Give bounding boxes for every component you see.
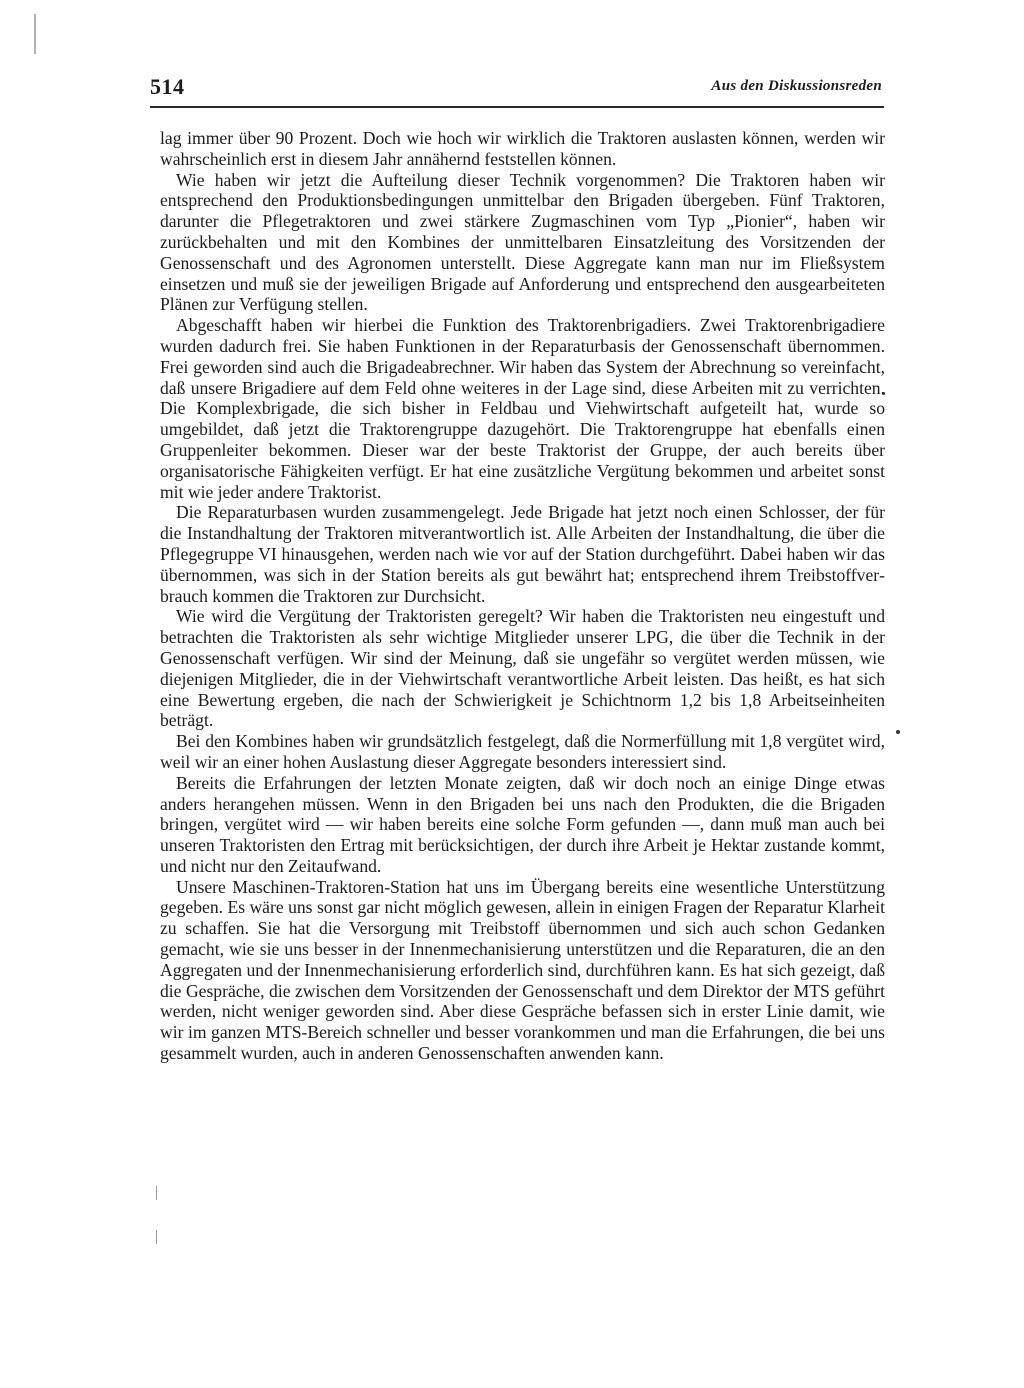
paragraph: Unsere Maschinen-Traktoren-Station hat uns im Übergang bereits eine wesentliche Unterstützung gegeben. Es wäre uns sonst gar nicht möglich gewesen, allein in einigen Fragen der Reparatur Klarheit zu schaffen. Sie hat die Versorgung mit Treibstoff übernommen und sich auch schon Gedanken gemacht, wie sie uns besser in der Innenmechanisierung unterstützen und die Reparaturen, die an den Aggregaten und der Innenmechanisierung erforderlich sind, durchführen kann. Es hat sich gezeigt, daß die Gespräche, die zwischen dem Vorsitzenden der Genossenschaft und dem Direktor der MTS geführt werden, nicht weniger geworden sind. Aber diese Gespräche befassen sich in erster Linie damit, wie wir im ganzen MTS-Bereich schneller und besser vorankommen und man die Erfahrungen, die bei uns gesammelt wurden, auch in anderen Genossenschaften anwenden kann. xyxy=(160,876,885,1064)
header-rule xyxy=(150,106,884,108)
body-text xyxy=(160,128,885,1064)
paragraph: Bereits die Erfahrungen der letzten Monate zeigten, daß wir doch noch an einige Dinge etwas anders herangehen müssen. Wenn in den Brigaden bei uns nach den Produkten, die die Brigaden bringen, vergütet wird — wir haben bereits eine solche Form gefunden —, dann muß man auch bei unseren Traktoristen den Ertrag mit berücksichtigen, der durch ihre Arbeit je Hektar zustande kommt, und nicht nur den Zeitaufwand. xyxy=(160,772,885,876)
margin-dot xyxy=(896,730,900,734)
margin-mark-bottom xyxy=(156,1186,157,1200)
paragraph: Bei den Kombines haben wir grundsätzlich festgelegt, daß die Normerfüllung mit 1,8 vergütet wird, weil wir an einer hohen Auslastung dieser Aggregate besonders interessiert sind. xyxy=(160,731,885,772)
paragraph: Abgeschafft haben wir hierbei die Funktion des Traktorenbrigadiers. Zwei Traktorenbrigadiere wurden dadurch frei. Sie haben Funktionen in der Reparaturbasis der Genossenschaft übernommen. Frei geworden sind auch die Brigadeabrechner. Wir haben das System der Abrechnung so vereinfacht, daß unsere Brigadiere auf dem Feld ohne weiteres in der Lage sind, diese Arbeiten mit zu verrichten. Die Komplexbrigade, die sich bisher in Feldbau und Viehwirtschaft aufgeteilt hat, wurde so umgebildet, daß jetzt die Traktorengruppe dazugehört. Die Traktorengruppe hat ebenfalls einen Gruppenleiter bekommen. Dieser war der beste Traktorist der Gruppe, der auch bereits über organisatorische Fähigkeiten verfügt. Er hat eine zusätzliche Vergütung bekommen und arbeitet sonst mit wie jeder andere Traktorist. xyxy=(160,315,885,502)
margin-mark-top xyxy=(34,14,36,54)
running-title: Aus den Diskussionsreden xyxy=(711,78,882,94)
page-number: 514 xyxy=(150,74,185,99)
margin-mark-bottom xyxy=(156,1230,157,1244)
paragraph: lag immer über 90 Prozent. Doch wie hoch wir wirklich die Traktoren auslasten können, werden wir wahrscheinlich erst in diesem Jahr annähernd feststellen können. xyxy=(160,128,885,169)
paragraph: Die Reparaturbasen wurden zusammengelegt. Jede Brigade hat jetzt noch einen Schlosser, der für die Instandhaltung der Traktoren mitverantwortlich ist. Alle Arbeiten der Instandhaltung, die über die Pflegegruppe VI hinausgehen, werden nach wie vor auf der Station durchgeführt. Dabei haben wir das übernommen, was sich in der Station bereits als gut bewährt hat; entsprechend ihrem Treibstoffverbrauch kommen die Traktoren zur Durchsicht. xyxy=(160,502,885,606)
paragraph: Wie haben wir jetzt die Aufteilung dieser Technik vorgenommen? Die Traktoren haben wir entsprechend den Produktionsbedingungen unmittelbar den Brigaden übergeben. Fünf Traktoren, darunter die Pflegetraktoren und zwei stärkere Zugmaschinen vom Typ „Pionier“, haben wir zurückbehalten und mit den Kombines der unmittelbaren Einsatzleitung des Vorsitzenden der Genossenschaft und des Agronomen unterstellt. Diese Aggregate kann man nur im Fließsystem einsetzen und muß sie der jeweiligen Brigade auf Anforderung und entsprechend den ausgearbeiteten Plänen zur Verfügung stellen. xyxy=(160,169,885,315)
paragraph: Wie wird die Vergütung der Traktoristen geregelt? Wir haben die Traktoristen neu eingestuft und betrachten die Traktoristen als sehr wichtige Mitglieder unserer LPG, die über die Technik in der Genossenschaft verfügen. Wir sind der Meinung, daß sie ungefähr so vergütet werden müssen, wie diejenigen Mitglieder, die in der Viehwirtschaft verantwortliche Arbeit leisten. Das heißt, es hat sich eine Bewertung ergeben, die nach der Schwierigkeit je Schichtnorm 1,2 bis 1,8 Arbeitseinheiten beträgt. xyxy=(160,606,885,731)
